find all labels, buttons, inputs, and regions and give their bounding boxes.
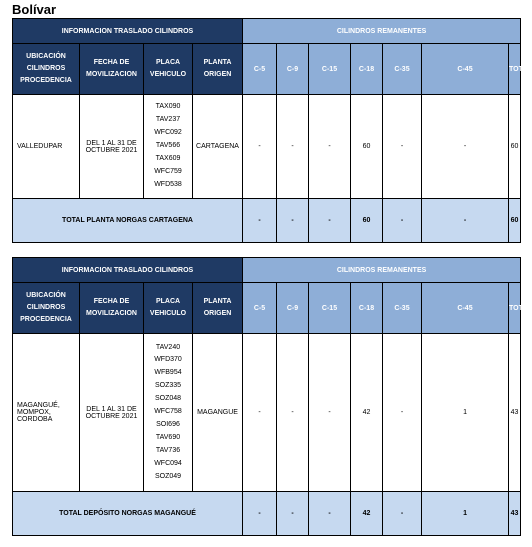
plate: TAV566 [155, 142, 181, 150]
col-c35: C-35 [383, 283, 422, 334]
col-c5: C-5 [243, 44, 277, 95]
plate: TAX609 [155, 154, 181, 162]
table-row [13, 334, 521, 492]
cell-c45: 1 [422, 334, 509, 492]
plate: SOZ048 [154, 395, 182, 403]
cell-c15: - [309, 334, 351, 492]
total-c15: - [309, 492, 351, 536]
cell-total: 43 [509, 334, 521, 492]
total-label: TOTAL DEPÓSITO NORGAS MAGANGUÉ [13, 492, 243, 536]
cell-c9: - [277, 95, 309, 199]
col-planta: PLANTA ORIGEN [193, 44, 243, 95]
cell-fecha: DEL 1 AL 31 DE OCTUBRE 2021 [80, 334, 144, 492]
plate: WFC758 [154, 408, 182, 416]
plate: TAX090 [155, 103, 181, 111]
section-header-info: INFORMACION TRASLADO CILINDROS [13, 258, 243, 283]
col-c15: C-15 [309, 283, 351, 334]
plate: TAV736 [155, 446, 181, 454]
total-c18: 60 [351, 199, 383, 243]
page-title: Bolívar [12, 2, 57, 17]
col-c18: C-18 [351, 44, 383, 95]
col-c45: C-45 [422, 44, 509, 95]
cell-ubicacion: VALLEDUPAR [13, 95, 80, 199]
total-c18: 42 [351, 492, 383, 536]
col-planta: PLANTA ORIGEN [193, 283, 243, 334]
plate: SOZ335 [154, 382, 182, 390]
plate: WFC759 [154, 167, 182, 175]
plate: WFC092 [154, 129, 182, 137]
plate: SOZ049 [154, 472, 182, 480]
total-c5: - [243, 492, 277, 536]
cell-placas [144, 334, 193, 492]
plate: TAV240 [155, 343, 181, 351]
total-c35: - [383, 199, 422, 243]
plate: WFD538 [154, 180, 182, 188]
cell-total: 60 [509, 95, 521, 199]
col-placa: PLACA VEHICULO [144, 44, 193, 95]
cell-planta: MAGANGUE [193, 334, 243, 492]
cell-c35: - [383, 334, 422, 492]
col-c9: C-9 [277, 44, 309, 95]
cell-c15: - [309, 95, 351, 199]
plate: TAV237 [155, 116, 181, 124]
total-c15: - [309, 199, 351, 243]
total-row [13, 199, 521, 243]
col-fecha: FECHA DE MOVILIZACION [80, 44, 144, 95]
section-header-remaining: CILINDROS REMANENTES [243, 258, 521, 283]
cell-c18: 60 [351, 95, 383, 199]
total-total: 60 [509, 199, 521, 243]
col-ubicacion: UBICACIÓN CILINDROS PROCEDENCIA [13, 283, 80, 334]
total-row [13, 492, 521, 536]
transfer-table-cartagena [12, 18, 532, 243]
col-c35: C-35 [383, 44, 422, 95]
cell-planta: CARTAGENA [193, 95, 243, 199]
col-fecha: FECHA DE MOVILIZACION [80, 283, 144, 334]
section-header-remaining: CILINDROS REMANENTES [243, 19, 521, 44]
cell-ubicacion: MAGANGUÉ, MOMPOX, CORDOBA [13, 334, 80, 492]
plate: WFB954 [154, 369, 182, 377]
col-c5: C-5 [243, 283, 277, 334]
col-placa: PLACA VEHICULO [144, 283, 193, 334]
cell-c5: - [243, 95, 277, 199]
col-ubicacion: UBICACIÓN CILINDROS PROCEDENCIA [13, 44, 80, 95]
cell-placas [144, 95, 193, 199]
total-total: 43 [509, 492, 521, 536]
cell-c18: 42 [351, 334, 383, 492]
total-c35: - [383, 492, 422, 536]
cell-c35: - [383, 95, 422, 199]
col-c45: C-45 [422, 283, 509, 334]
plate: WFC094 [154, 459, 182, 467]
transfer-table-magangue [12, 257, 532, 536]
section-header-info: INFORMACION TRASLADO CILINDROS [13, 19, 243, 44]
col-c15: C-15 [309, 44, 351, 95]
col-total: TOTAL [509, 44, 521, 95]
cell-c5: - [243, 334, 277, 492]
total-c45: 1 [422, 492, 509, 536]
plate: SOI696 [156, 420, 180, 428]
cell-c9: - [277, 334, 309, 492]
total-c9: - [277, 492, 309, 536]
plate: TAV690 [155, 433, 181, 441]
total-c5: - [243, 199, 277, 243]
total-c45: - [422, 199, 509, 243]
table-row [13, 95, 521, 199]
total-c9: - [277, 199, 309, 243]
plate: WFD370 [154, 356, 182, 364]
col-c18: C-18 [351, 283, 383, 334]
col-c9: C-9 [277, 283, 309, 334]
col-total: TOTAL [509, 283, 521, 334]
cell-fecha: DEL 1 AL 31 DE OCTUBRE 2021 [80, 95, 144, 199]
cell-c45: - [422, 95, 509, 199]
total-label: TOTAL PLANTA NORGAS CARTAGENA [13, 199, 243, 243]
